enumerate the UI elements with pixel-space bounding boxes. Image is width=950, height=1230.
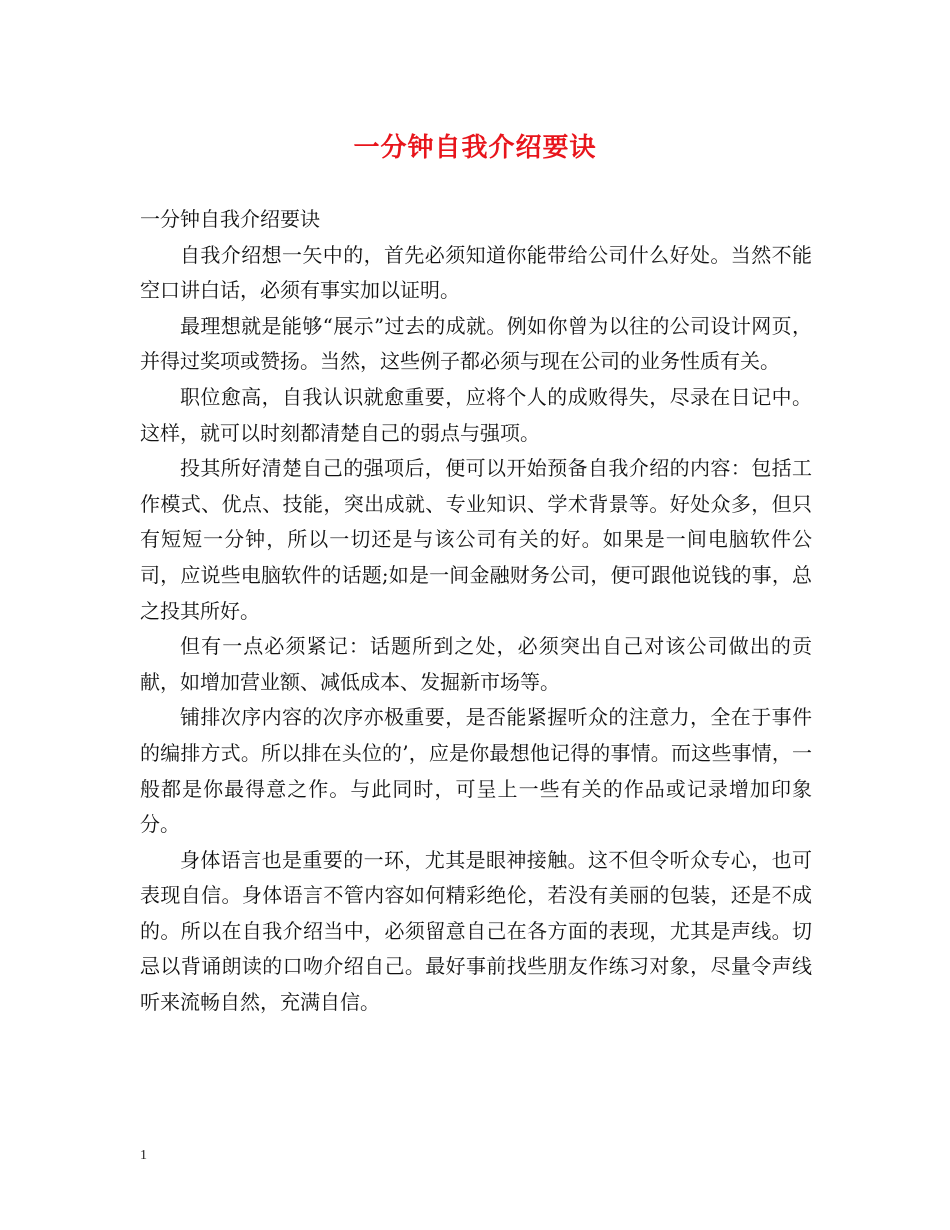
document-title: 一分钟自我介绍要诀 — [353, 133, 597, 163]
paragraph-4: 投其所好清楚自己的强项后，便可以开始预备自我介绍的内容：包括工作模式、优点、技能，突出成就、专业知识、学术背景等。好处众多，但只有短短一分钟，所以一切还是与该公司有关的好。如果是一间电脑软件公司，应说些电脑软件的话题;如是一间金融财务公司，便可跟他说钱的事，总之投其所好。 — [140, 456, 812, 623]
document-body — [140, 202, 812, 1021]
page-number: 1 — [140, 1148, 147, 1163]
paragraph-2: 最理想就是能够“展示”过去的成就。例如你曾为以往的公司设计网页，并得过奖项或赞扬。当然，这些例子都必须与现在公司的业务性质有关。 — [140, 313, 812, 374]
paragraph-1: 自我介绍想一矢中的，首先必须知道你能带给公司什么好处。当然不能空口讲白话，必须有事实加以证明。 — [140, 242, 812, 303]
paragraph-6: 铺排次序内容的次序亦极重要，是否能紧握听众的注意力，全在于事件的编排方式。所以排在头位的’，应是你最想他记得的事情。而这些事情，一般都是你最得意之作。与此同时，可呈上一些有关的作品或记录增加印象分。 — [140, 705, 812, 837]
paragraph-3: 职位愈高，自我认识就愈重要，应将个人的成败得失，尽录在日记中。这样，就可以时刻都清楚自己的弱点与强项。 — [140, 384, 812, 445]
paragraph-7: 身体语言也是重要的一环，尤其是眼神接触。这不但令听众专心，也可表现自信。身体语言不管内容如何精彩绝伦，若没有美丽的包装，还是不成的。所以在自我介绍当中，必须留意自己在各方面的表现，尤其是声线。切忌以背诵朗读的口吻介绍自己。最好事前找些朋友作练习对象，尽量令声线听来流畅自然，充满自信。 — [140, 847, 812, 1015]
paragraph-5: 但有一点必须紧记：话题所到之处，必须突出自己对该公司做出的贡献，如增加营业额、减低成本、发掘新市场等。 — [140, 634, 812, 694]
document-subtitle: 一分钟自我介绍要诀 — [140, 207, 320, 231]
